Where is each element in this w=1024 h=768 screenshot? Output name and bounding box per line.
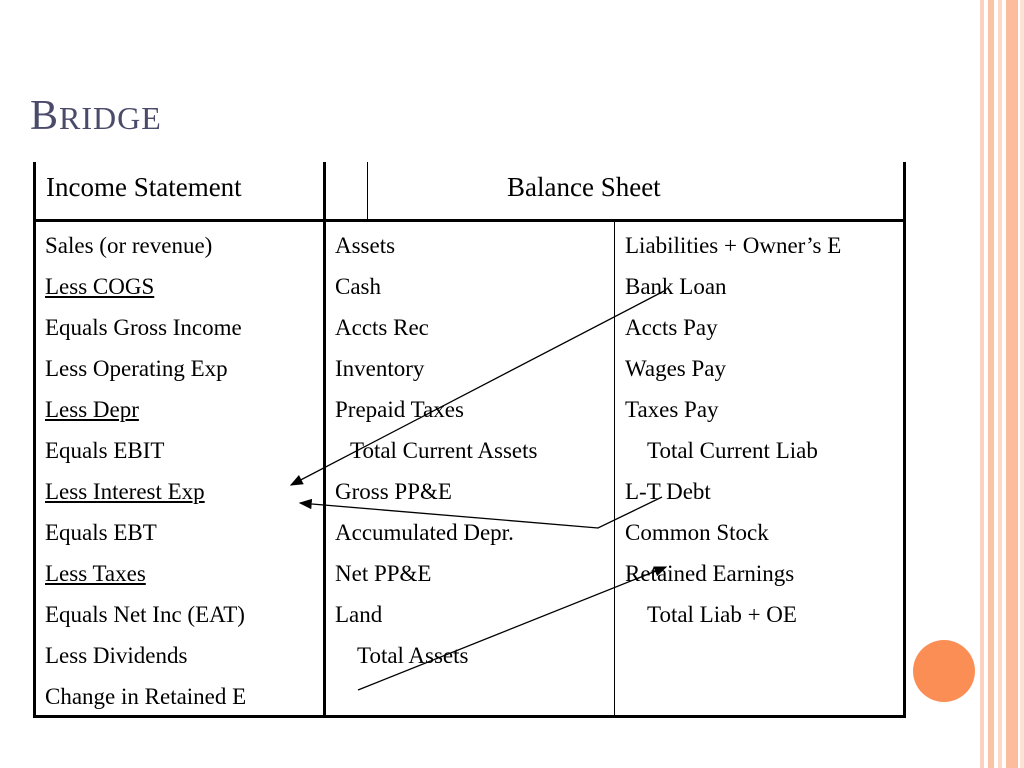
list-item: Prepaid Taxes bbox=[335, 397, 464, 422]
list-item: Taxes Pay bbox=[625, 397, 719, 422]
header-balance-sheet: Balance Sheet bbox=[507, 172, 661, 202]
list-item: Assets bbox=[335, 233, 396, 258]
decor-accent-circle bbox=[913, 640, 975, 702]
list-item: Accts Rec bbox=[335, 315, 429, 340]
list-item: Accts Pay bbox=[625, 315, 718, 340]
list-item: Gross PP&E bbox=[335, 479, 452, 504]
list-item: Retained Earnings bbox=[625, 561, 795, 586]
slide-title: BRIDGE bbox=[30, 93, 162, 139]
arrow-bank-loan-to-interest bbox=[291, 290, 666, 485]
list-item: Net PP&E bbox=[335, 561, 432, 586]
header-income-statement: Income Statement bbox=[46, 172, 242, 202]
list-item: Cash bbox=[335, 274, 381, 299]
list-item: Total Current Liab bbox=[647, 438, 818, 463]
list-item: Equals EBT bbox=[45, 520, 157, 545]
list-item: Bank Loan bbox=[625, 274, 727, 299]
arrow-ltdebt-to-interest bbox=[300, 497, 662, 528]
list-item: Less Depr bbox=[45, 397, 139, 422]
list-item: Less Dividends bbox=[45, 643, 188, 668]
list-item: L-T Debt bbox=[625, 479, 711, 504]
list-item: Change in Retained E bbox=[45, 684, 247, 709]
list-item: Equals EBIT bbox=[45, 438, 165, 463]
list-item: Equals Gross Income bbox=[45, 315, 242, 340]
list-item: Total Current Assets bbox=[350, 438, 538, 463]
list-item: Accumulated Depr. bbox=[335, 520, 514, 545]
arrow-change-re-to-retained-earnings bbox=[358, 567, 666, 690]
list-item: Equals Net Inc (EAT) bbox=[45, 602, 245, 627]
list-item: Common Stock bbox=[625, 520, 769, 545]
list-item: Total Liab + OE bbox=[647, 602, 797, 627]
list-item: Less Operating Exp bbox=[45, 356, 228, 381]
list-item: Inventory bbox=[335, 356, 425, 381]
list-item: Less Taxes bbox=[45, 561, 146, 586]
list-item: Less Interest Exp bbox=[45, 479, 205, 504]
list-item: Total Assets bbox=[357, 643, 469, 668]
list-item: Liabilities + Owner’s E bbox=[625, 233, 842, 258]
list-item: Land bbox=[335, 602, 383, 627]
list-item: Wages Pay bbox=[625, 356, 726, 381]
list-item: Sales (or revenue) bbox=[45, 233, 213, 258]
list-item: Less COGS bbox=[45, 274, 155, 299]
